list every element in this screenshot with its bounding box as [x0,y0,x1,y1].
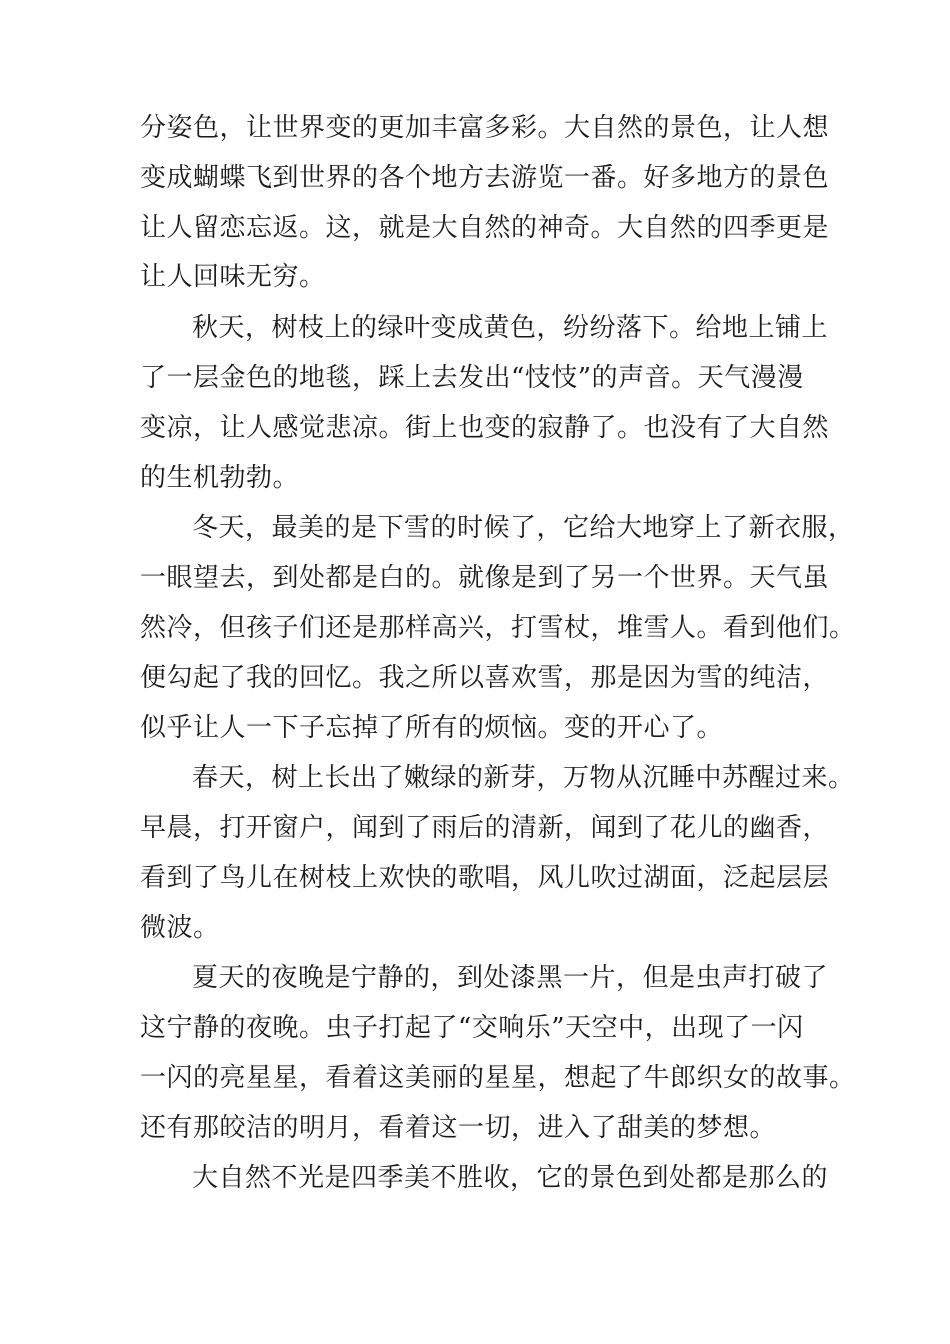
paragraph-first-line-spring: 春天，树上长出了嫩绿的新芽，万物从沉睡中苏醒过来。 [192,763,855,793]
text-line: 的生机勃勃。 [140,463,300,493]
text-line: 变凉，让人感觉悲凉。街上也变的寂静了。也没有了大自然 [140,413,830,443]
text-line: 分姿色，让世界变的更加丰富多彩。大自然的景色，让人想 [140,113,830,143]
text-line: 早晨，打开窗户，闻到了雨后的清新，闻到了花儿的幽香， [140,813,830,843]
text-line: 然冷，但孩子们还是那样高兴，打雪杖，堆雪人。看到他们。 [140,613,856,643]
paragraph-first-line-winter: 冬天，最美的是下雪的时候了，它给大地穿上了新衣服， [192,513,855,543]
text-line: 似乎让人一下子忘掉了所有的烦恼。变的开心了。 [140,713,724,743]
paragraph-first-line-autumn: 秋天，树枝上的绿叶变成黄色，纷纷落下。给地上铺上 [192,313,829,343]
text-line: 一眼望去，到处都是白的。就像是到了另一个世界。天气虽 [140,563,830,593]
text-line: 让人留恋忘返。这，就是大自然的神奇。大自然的四季更是 [140,213,830,243]
paragraph-first-line-conclusion: 大自然不光是四季美不胜收，它的景色到处都是那么的 [192,1163,829,1193]
text-line: 看到了鸟儿在树枝上欢快的歌唱，风儿吹过湖面，泛起层层 [140,863,830,893]
text-line: 了一层金色的地毯，踩上去发出“忮忮”的声音。天气漫漫 [140,363,804,393]
text-line: 一闪的亮星星，看着这美丽的星星，想起了牛郎织女的故事。 [140,1063,856,1093]
text-line: 微波。 [140,913,220,943]
text-line: 便勾起了我的回忆。我之所以喜欢雪，那是因为雪的纯洁， [140,663,830,693]
text-line: 还有那皎洁的明月，看着这一切，进入了甜美的梦想。 [140,1113,777,1143]
text-line: 这宁静的夜晚。虫子打起了“交响乐”天空中，出现了一闪 [140,1013,804,1043]
text-line: 让人回味无穷。 [140,262,326,292]
paragraph-first-line-summer: 夏天的夜晚是宁静的，到处漆黑一片，但是虫声打破了 [192,963,829,993]
text-line: 变成蝴蝶飞到世界的各个地方去游览一番。好多地方的景色 [140,163,830,193]
